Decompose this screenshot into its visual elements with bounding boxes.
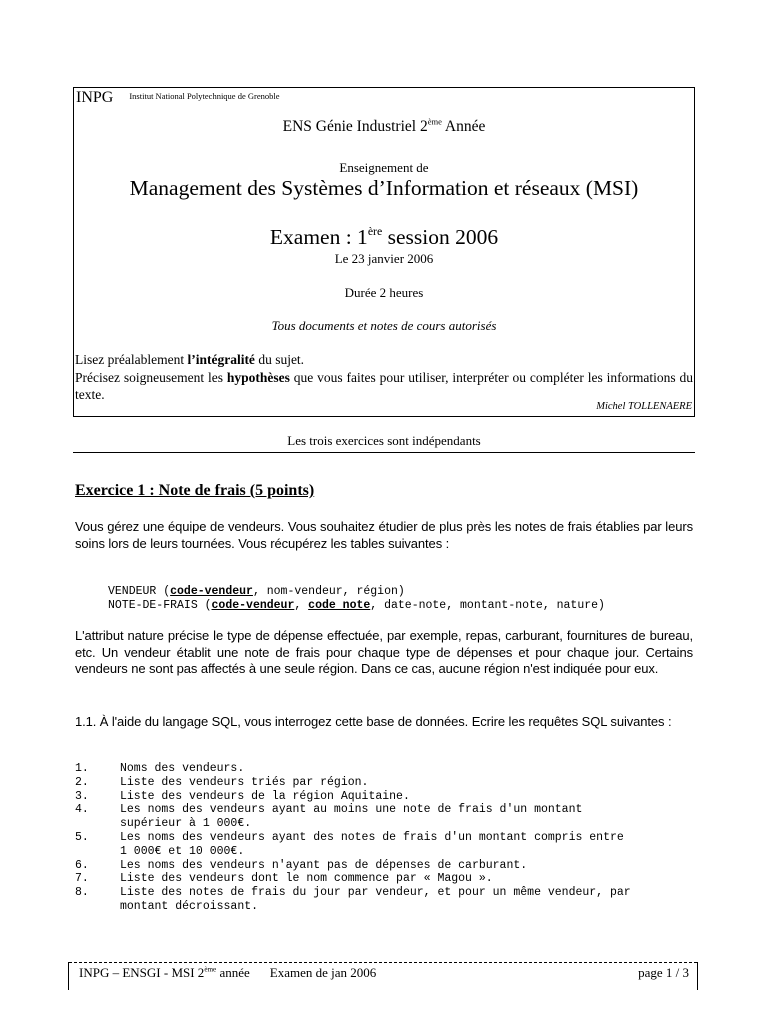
list-item: 6. Les noms des vendeurs n'ayant pas de dépenses de carburant. xyxy=(75,858,528,872)
department-title: ENS Génie Industriel 2ème Année xyxy=(282,116,486,135)
list-item: 4. Les noms des vendeurs ayant au moins une note de frais d'un montant supérieur à 1 000€. xyxy=(75,803,583,831)
page-footer xyxy=(68,962,698,990)
list-item: 1. Noms des vendeurs. xyxy=(75,762,245,775)
exercise-1-title: Exercice 1 : Note de frais (5 points) xyxy=(75,482,315,499)
exam-header-box xyxy=(73,87,695,417)
documents-allowed: Tous documents et notes de cours autorisés xyxy=(271,318,497,333)
course-title: Management des Systèmes d’Information et réseaux (MSI) xyxy=(129,176,639,200)
enseignement-label: Enseignement de xyxy=(339,160,429,175)
instruction-line-1: Lisez préalablement l’intégralité du sujet. xyxy=(75,352,305,367)
list-item: 8. Liste des notes de frais du jour par vendeur, et pour un même vendeur, par montant décroissant. xyxy=(75,886,631,913)
list-item: 2. Liste des vendeurs triés par région. xyxy=(75,775,369,789)
footer-course-info: INPG – ENSGI - MSI 2ème année Examen de jan 2006 xyxy=(79,965,377,980)
independent-note: Les trois exercices sont indépendants xyxy=(287,433,481,448)
exam-instructions xyxy=(75,351,693,404)
institution-full-name: Institut National Polytechnique de Grenoble xyxy=(129,91,280,101)
page-number: page 1 / 3 xyxy=(638,965,689,980)
list-item: 7. Liste des vendeurs dont le nom commence par « Magou ». xyxy=(75,872,493,886)
exam-duration: Durée 2 heures xyxy=(344,285,424,300)
exercise-1-intro: Vous gérez une équipe de vendeurs. Vous souhaitez étudier de plus près les notes de frais établies par leurs soins lors de leurs tournées. Vous récupérez les tables suivantes : xyxy=(75,519,693,551)
sql-query-list xyxy=(75,762,697,914)
question-1-1: 1.1. À l'aide du langage SQL, vous interrogez cette base de données. Ecrire les requêtes SQL suivantes : xyxy=(75,714,672,729)
exam-date: Le 23 janvier 2006 xyxy=(334,251,434,266)
list-item: 3. Liste des vendeurs de la région Aquitaine. xyxy=(75,789,410,803)
schema-note-de-frais: NOTE-DE-FRAIS (code-vendeur, code note, date-note, montant-note, nature) xyxy=(108,599,605,612)
schema-vendeur: VENDEUR (code-vendeur, nom-vendeur, région) xyxy=(108,585,405,598)
footer-exam: Examen de jan 2006 xyxy=(269,965,377,980)
list-item: 5. Les noms des vendeurs ayant des notes de frais d'un montant compris entre 1 000€ et 10 000€. xyxy=(75,830,624,858)
footer-rule xyxy=(69,962,697,963)
separator-line xyxy=(73,452,695,453)
exam-title: Examen : 1ère session 2006 xyxy=(269,224,499,249)
instruction-line-2: Précisez soigneusement les hypothèses que vous faites pour utiliser, interpréter ou compléter les informations du texte. xyxy=(75,369,693,402)
attribute-description: L'attribut nature précise le type de dépense effectuée, par exemple, repas, carburant, fournitures de bureau, etc. Un vendeur établit une note de frais pour chaque type de dépenses et pour chaque jour. Certains vendeurs ne sont pas affectés à une seule région. Dans ce cas, aucune région n'est indiquée pour eux. xyxy=(75,628,693,677)
institution-abbr: INPG xyxy=(76,89,114,106)
institution-line xyxy=(76,89,279,107)
author-name: Michel TOLLENAERE xyxy=(596,401,692,412)
